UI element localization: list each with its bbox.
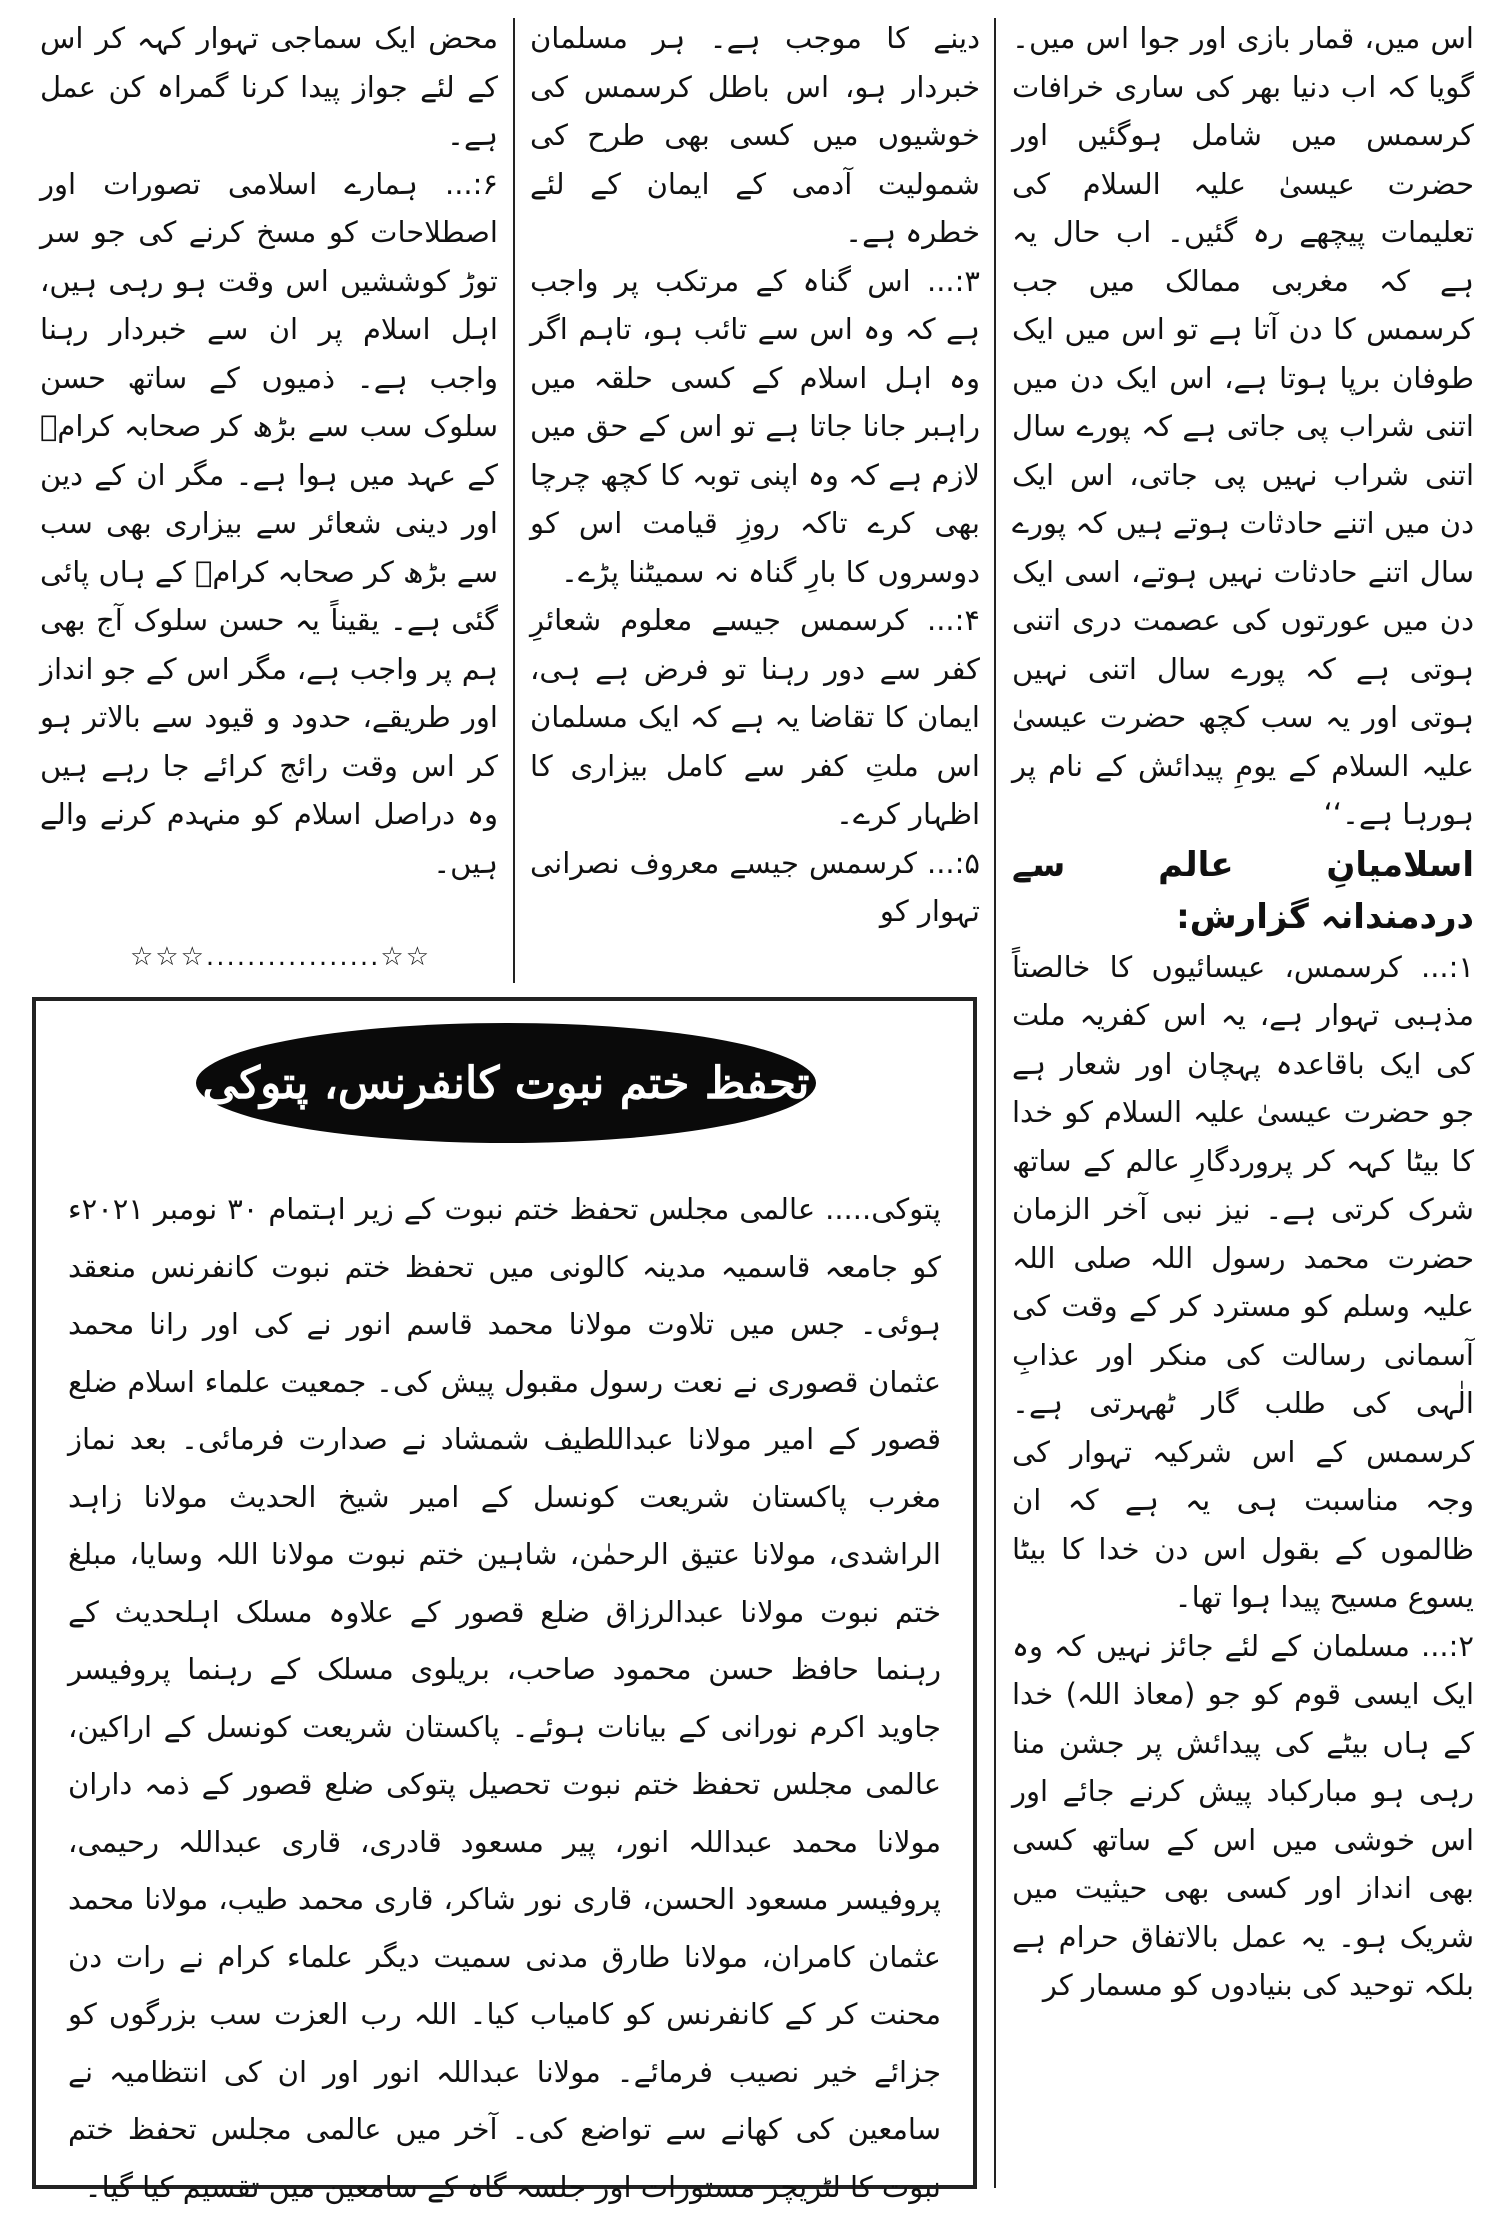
section-heading: اسلامیانِ عالم سے دردمندانہ گزارش:: [1012, 844, 1474, 937]
news-box: [32, 997, 977, 2204]
middle-paragraph-2: ۳:... اس گناہ کے مرتکب پر واجب ہے کہ وہ اس سے تائب ہو، تاہم اگر وہ اہل اسلام کے کسی حلقہ میں راہبر جانا جاتا ہے تو اس کے حق میں لازم ہے کہ وہ اپنی توبہ کا کچھ چرچا بھی کرے تاکہ روزِ قیامت اس کو دوسروں کا بارِ گناہ نہ سمیٹنا پڑے۔: [530, 263, 980, 589]
left-column: [40, 14, 498, 887]
left-paragraph-2: ۶:... ہمارے اسلامی تصورات اور اصطلاحات کو مسخ کرنے کی جو سر توڑ کوششیں اس وقت ہو رہی ہیں، اہل اسلام پر ان سے خبردار رہنا واجب ہے۔ ذمیوں کے ساتھ حسن سلوک سب سے بڑھ کر صحابہ کرامؓ کے عہد میں ہوا ہے۔ مگر ان کے دین اور دینی شعائر سے بیزاری بھی سب سے بڑھ کر صحابہ کرامؓ کے ہاں پائی گئی ہے۔ یقیناً یہ حسن سلوک آج بھی ہم پر واجب ہے، مگر اس کے جو انداز اور طریقے، حدود و قیود سے بالاتر ہو کر اس وقت رائج کرائے جا رہے ہیں وہ دراصل اسلام کو منہدم کرنے والے ہیں۔: [40, 166, 498, 880]
middle-paragraph-4: ۵:... کرسمس جیسے معروف نصرانی تہوار کو: [530, 845, 980, 928]
right-column: [1012, 14, 1474, 2010]
left-paragraph-1: محض ایک سماجی تہوار کہہ کر اس کے لئے جواز پیدا کرنا گمراہ کن عمل ہے۔: [40, 21, 498, 152]
middle-paragraph-1: دینے کا موجب ہے۔ ہر مسلمان خبردار ہو، اس باطل کرسمس کی خوشیوں میں کسی بھی طرح کی شمولیت آدمی کے ایمان کے لئے خطرہ ہے۔: [530, 21, 980, 249]
right-paragraph: اس میں، قمار بازی اور جوا اس میں۔ گویا کہ اب دنیا بھر کی ساری خرافات کرسمس میں شامل ہوگئیں اور حضرت عیسیٰ علیہ السلام کی تعلیمات پیچھے رہ گئیں۔ اب حال یہ ہے کہ مغربی ممالک میں جب کرسمس کا دن آتا ہے تو اس میں ایک طوفان برپا ہوتا ہے، اس ایک دن میں اتنی شراب پی جاتی ہے کہ پورے سال اتنی شراب نہیں پی جاتی، اس ایک دن میں اتنے حادثات ہوتے ہیں کہ پورے سال اتنے حادثات نہیں ہوتے، اسی ایک دن میں عورتوں کی عصمت دری اتنی ہوتی ہے کہ پورے سال اتنی نہیں ہوتی اور یہ سب کچھ حضرت عیسیٰ علیہ السلام کے یومِ پیدائش کے نام پر ہورہا ہے۔‘‘: [1012, 21, 1474, 831]
middle-paragraph-3: ۴:... کرسمس جیسے معلوم شعائرِ کفر سے دور رہنا تو فرض ہے ہی، ایمان کا تقاضا یہ ہے کہ ایک مسلمان اس ملتِ کفر سے کامل بیزاری کا اظہار کرے۔: [530, 603, 980, 831]
title-banner: [196, 1023, 816, 1143]
news-body: پتوکی..... عالمی مجلس تحفظ ختم نبوت کے زیر اہتمام ۳۰ نومبر ۲۰۲۱ء کو جامعہ قاسمیہ مدینہ کالونی میں تحفظ ختم نبوت کانفرنس منعقد ہوئی۔ جس میں تلاوت مولانا محمد قاسم انور نے کی اور رانا محمد عثمان قصوری نے نعت رسول مقبول پیش کی۔ جمعیت علماء اسلام ضلع قصور کے امیر مولانا عبداللطیف شمشاد نے صدارت فرمائی۔ بعد نماز مغرب پاکستان شریعت کونسل کے امیر شیخ الحدیث مولانا زاہد الراشدی، مولانا عتیق الرحمٰن، شاہین ختم نبوت مولانا اللہ وسایا، مبلغ ختم نبوت مولانا عبدالرزاق ضلع قصور کے علاوہ مسلک اہلحدیث کے رہنما حافظ حسن محمود صاحب، بریلوی مسلک کے رہنما پروفیسر جاوید اکرم نورانی کے بیانات ہوئے۔ پاکستان شریعت کونسل کے اراکین، عالمی مجلس تحفظ ختم نبوت تحصیل پتوکی ضلع قصور کے ذمہ داران مولانا محمد عبداللہ انور، پیر مسعود قادری، قاری عبداللہ رحیمی، پروفیسر مسعود الحسن، قاری نور شاکر، قاری محمد طیب، مولانا محمد عثمان کامران، مولانا طارق مدنی سمیت دیگر علماء کرام نے رات دن محنت کر کے کانفرنس کو کامیاب کیا۔ اللہ رب العزت سب بزرگوں کو جزائے خیر نصیب فرمائے۔ مولانا عبداللہ انور اور ان کی انتظامیہ نے سامعین کی کھانے سے تواضع کی۔ آخر میں عالمی مجلس تحفظ ختم نبوت کا لٹریچر مستورات اور جلسہ گاہ کے سامعین میں تقسیم کیا گیا۔: [68, 1192, 941, 2204]
star-separator: ☆☆.................☆☆☆: [130, 942, 432, 972]
column-divider-right: [994, 18, 996, 2188]
column-divider-left: [513, 18, 515, 983]
point-2: ۲:... مسلمان کے لئے جائز نہیں کہ وہ ایک ایسی قوم کو جو (معاذ اللہ) خدا کے ہاں بیٹے کی پیدائش پر جشن منا رہی ہو مبارکباد پیش کرنے جائے اور اس خوشی میں اس کے ساتھ کسی بھی انداز اور کسی بھی حیثیت میں شریک ہو۔ یہ عمل بالاتفاق حرام ہے بلکہ توحید کی بنیادوں کو مسمار کر: [1012, 1628, 1474, 2002]
news-title: تحفظ ختم نبوت کانفرنس، پتوکی: [202, 1057, 810, 1109]
point-1: ۱:... کرسمس، عیسائیوں کا خالصتاً مذہبی تہوار ہے، یہ اس کفریہ ملت کی ایک باقاعدہ پہچان اور شعار ہے جو حضرت عیسیٰ علیہ السلام کو خدا کا بیٹا کہہ کر پروردگارِ عالم کے ساتھ شرک کرتی ہے۔ نیز نبی آخر الزمان حضرت محمد رسول اللہ صلی اللہ علیہ وسلم کو مسترد کر کے وقت کی آسمانی رسالت کی منکر اور عذابِ الٰہی کی طلب گار ٹھہرتی ہے۔ کرسمس کے اس شرکیہ تہوار کی وجہ مناسبت ہی یہ ہے کہ ان ظالموں کے بقول اس دن خدا کا بیٹا یسوع مسیح پیدا ہوا تھا۔: [1012, 949, 1474, 1614]
middle-column: [530, 14, 980, 936]
